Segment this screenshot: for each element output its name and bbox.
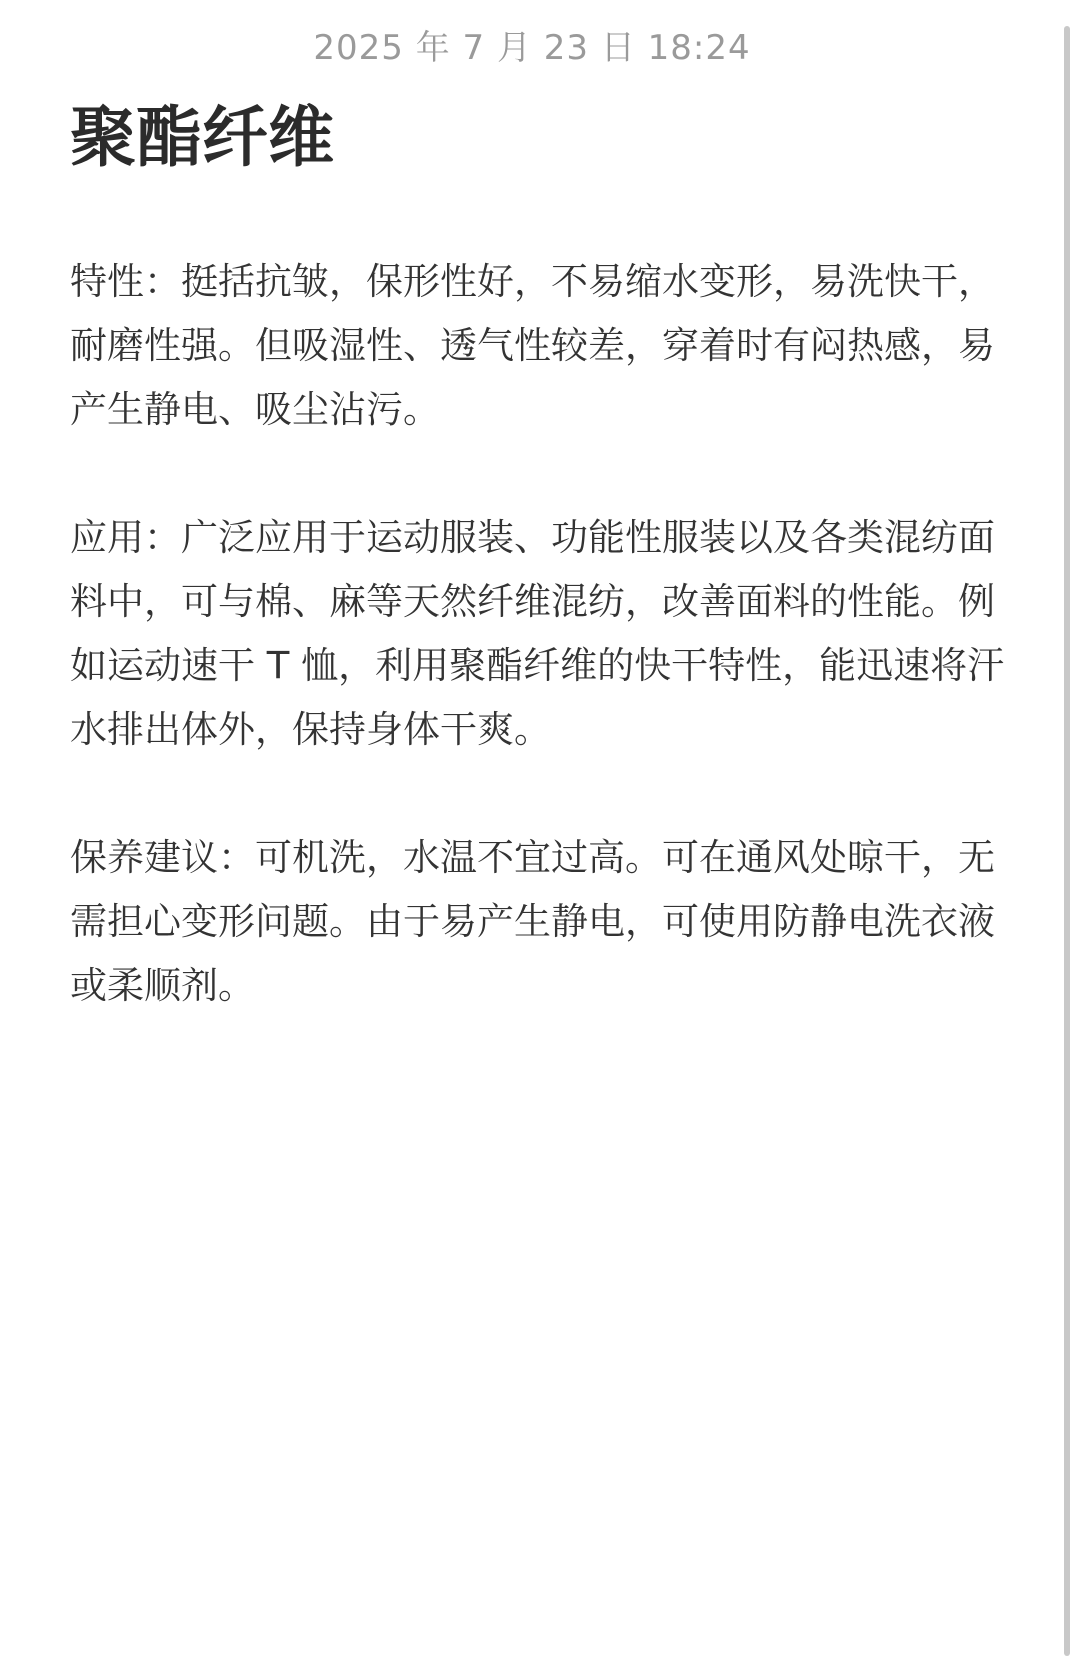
note-paragraph-applications[interactable]: 应用：广泛应用于运动服装、功能性服装以及各类混纺面料中，可与棉、麻等天然纤维混纺，改善面料的性能。例如运动速干 T 恤，利用聚酯纤维的快干特性，能迅速将汗水排出体外，保持身体干爽。 (70, 516, 1005, 751)
note-paragraph-care[interactable]: 保养建议：可机洗，水温不宜过高。可在通风处晾干，无需担心变形问题。由于易产生静电，可使用防静电洗衣液或柔顺剂。 (70, 836, 995, 1007)
scrollbar[interactable] (1062, 0, 1072, 1661)
note-body[interactable] (70, 250, 1010, 1082)
scrollbar-thumb[interactable] (1064, 26, 1070, 1656)
note-timestamp: 2025 年 7 月 23 日 18:24 (313, 28, 751, 68)
note-title[interactable]: 聚酯纤维 (70, 99, 334, 176)
note-paragraph-properties[interactable]: 特性：挺括抗皱，保形性好，不易缩水变形，易洗快干，耐磨性强。但吸湿性、透气性较差，穿着时有闷热感，易产生静电、吸尘沾污。 (70, 260, 995, 431)
